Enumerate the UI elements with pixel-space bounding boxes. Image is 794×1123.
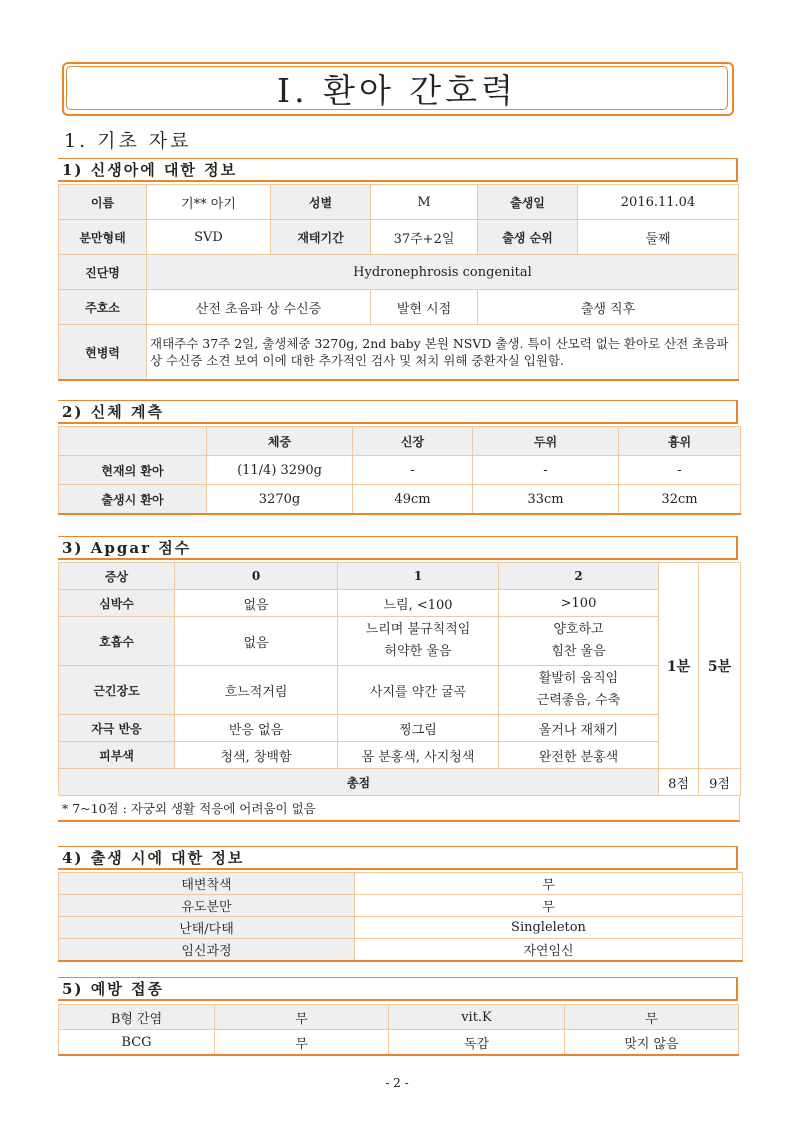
apgar-cell: 울거나 재채기 — [499, 715, 659, 742]
birth-info-heading: 4) 출생 시에 대한 정보 — [58, 846, 738, 870]
vaccine-label: 독감 — [389, 1030, 565, 1056]
apgar-cell: >100 — [499, 590, 659, 617]
apgar-5min-label: 5분 — [699, 563, 741, 769]
apgar-row-label: 호흡수 — [59, 617, 175, 666]
page-title: I. 환아 간호력 — [66, 66, 728, 110]
apgar-row-label: 피부색 — [59, 742, 175, 769]
onset-value: 출생 직후 — [478, 290, 739, 325]
vaccine-value: 맞지 않음 — [565, 1030, 739, 1056]
birth-info-label: 태변착색 — [59, 873, 355, 895]
birth-info-label: 유도분만 — [59, 895, 355, 917]
measurement-cell: - — [619, 456, 741, 485]
apgar-cell: 활발히 움직임 근력좋음, 수축 — [499, 666, 659, 715]
diagnosis-label: 진단명 — [59, 255, 147, 290]
measurement-header: 흉위 — [619, 427, 741, 456]
delivery-value: SVD — [147, 220, 271, 255]
apgar-cell: 몸 분홍색, 사지청색 — [338, 742, 499, 769]
apgar-1min-label: 1분 — [659, 563, 699, 769]
apgar-row-label: 근긴장도 — [59, 666, 175, 715]
measurement-heading: 2) 신체 계측 — [58, 400, 738, 424]
history-label: 현병력 — [59, 325, 147, 381]
apgar-heading: 3) Apgar 점수 — [58, 536, 738, 560]
measurement-cell: - — [353, 456, 473, 485]
onset-label: 발현 시점 — [371, 290, 478, 325]
measurement-cell: 49cm — [353, 485, 473, 515]
diagnosis-value: Hydronephrosis congenital — [147, 255, 739, 290]
vaccine-value: 무 — [215, 1005, 389, 1030]
apgar-cell: 느림, <100 — [338, 590, 499, 617]
measurement-cell: 32cm — [619, 485, 741, 515]
measurement-cell: 3270g — [207, 485, 353, 515]
apgar-cell: 청색, 창백함 — [175, 742, 338, 769]
birth-info-table — [58, 872, 743, 962]
birth-info-label: 난태/다태 — [59, 917, 355, 939]
apgar-cell: 흐느적거림 — [175, 666, 338, 715]
apgar-row-label: 심박수 — [59, 590, 175, 617]
apgar-cell: 반응 없음 — [175, 715, 338, 742]
page-number: - 2 - — [385, 1076, 409, 1090]
sex-label: 성별 — [271, 185, 371, 220]
apgar-note: * 7~10점 : 자궁외 생활 적응에 어려움이 없음 — [58, 796, 740, 822]
vaccination-heading: 5) 예방 접종 — [58, 977, 738, 1001]
name-label: 이름 — [59, 185, 147, 220]
vaccine-label: BCG — [59, 1030, 215, 1056]
sex-value: M — [371, 185, 478, 220]
vaccine-value: 무 — [565, 1005, 739, 1030]
vaccine-label: B형 간염 — [59, 1005, 215, 1030]
apgar-header: 1 — [338, 563, 499, 590]
apgar-cell: 느리며 불규칙적임 허약한 울음 — [338, 617, 499, 666]
section-title: 1. 기초 자료 — [64, 130, 192, 152]
apgar-header: 2 — [499, 563, 659, 590]
apgar-cell: 찡그림 — [338, 715, 499, 742]
measurement-row-label: 현재의 환아 — [59, 456, 207, 485]
apgar-header: 증상 — [59, 563, 175, 590]
newborn-info-table — [58, 184, 739, 381]
apgar-total-label: 총점 — [59, 769, 659, 796]
vaccine-label: vit.K — [389, 1005, 565, 1030]
apgar-total-5min: 9점 — [699, 769, 741, 796]
apgar-cell: 완전한 분홍색 — [499, 742, 659, 769]
birth-info-value: 무 — [355, 873, 743, 895]
measurement-table — [58, 426, 741, 515]
gestation-label: 재태기간 — [271, 220, 371, 255]
history-value: 재태주수 37주 2일, 출생체중 3270g, 2nd baby 본원 NSVD 출생. 특이 산모력 없는 환아로 산전 초음파상 수신증 소견 보여 이에 대한 추가적인 검사 및 처치 위해 중환자실 입원함. — [147, 325, 739, 381]
birth-info-value: 무 — [355, 895, 743, 917]
chief-complaint-value: 산전 초음파 상 수신증 — [147, 290, 371, 325]
birth-order-value: 둘째 — [578, 220, 739, 255]
vaccination-table — [58, 1004, 739, 1056]
apgar-cell: 양호하고 힘찬 울음 — [499, 617, 659, 666]
birth-info-value: 자연임신 — [355, 939, 743, 962]
measurement-cell: - — [473, 456, 619, 485]
vaccine-value: 무 — [215, 1030, 389, 1056]
measurement-header: 체중 — [207, 427, 353, 456]
birth-info-label: 임신과정 — [59, 939, 355, 962]
apgar-cell: 사지를 약간 굴곡 — [338, 666, 499, 715]
measurement-header: 신장 — [353, 427, 473, 456]
birth-value: 2016.11.04 — [578, 185, 739, 220]
measurement-header: 두위 — [473, 427, 619, 456]
apgar-cell: 없음 — [175, 617, 338, 666]
delivery-label: 분만형태 — [59, 220, 147, 255]
measurement-cell: 33cm — [473, 485, 619, 515]
name-value: 기** 아기 — [147, 185, 271, 220]
birth-label: 출생일 — [478, 185, 578, 220]
measurement-row-label: 출생시 환아 — [59, 485, 207, 515]
apgar-table — [58, 562, 741, 796]
apgar-cell: 없음 — [175, 590, 338, 617]
measurement-header — [59, 427, 207, 456]
birth-order-label: 출생 순위 — [478, 220, 578, 255]
measurement-cell: (11/4) 3290g — [207, 456, 353, 485]
newborn-info-heading: 1) 신생아에 대한 정보 — [58, 158, 738, 182]
gestation-value: 37주+2일 — [371, 220, 478, 255]
apgar-header: 0 — [175, 563, 338, 590]
apgar-total-1min: 8점 — [659, 769, 699, 796]
birth-info-value: Singleleton — [355, 917, 743, 939]
chief-complaint-label: 주호소 — [59, 290, 147, 325]
apgar-row-label: 자극 반응 — [59, 715, 175, 742]
